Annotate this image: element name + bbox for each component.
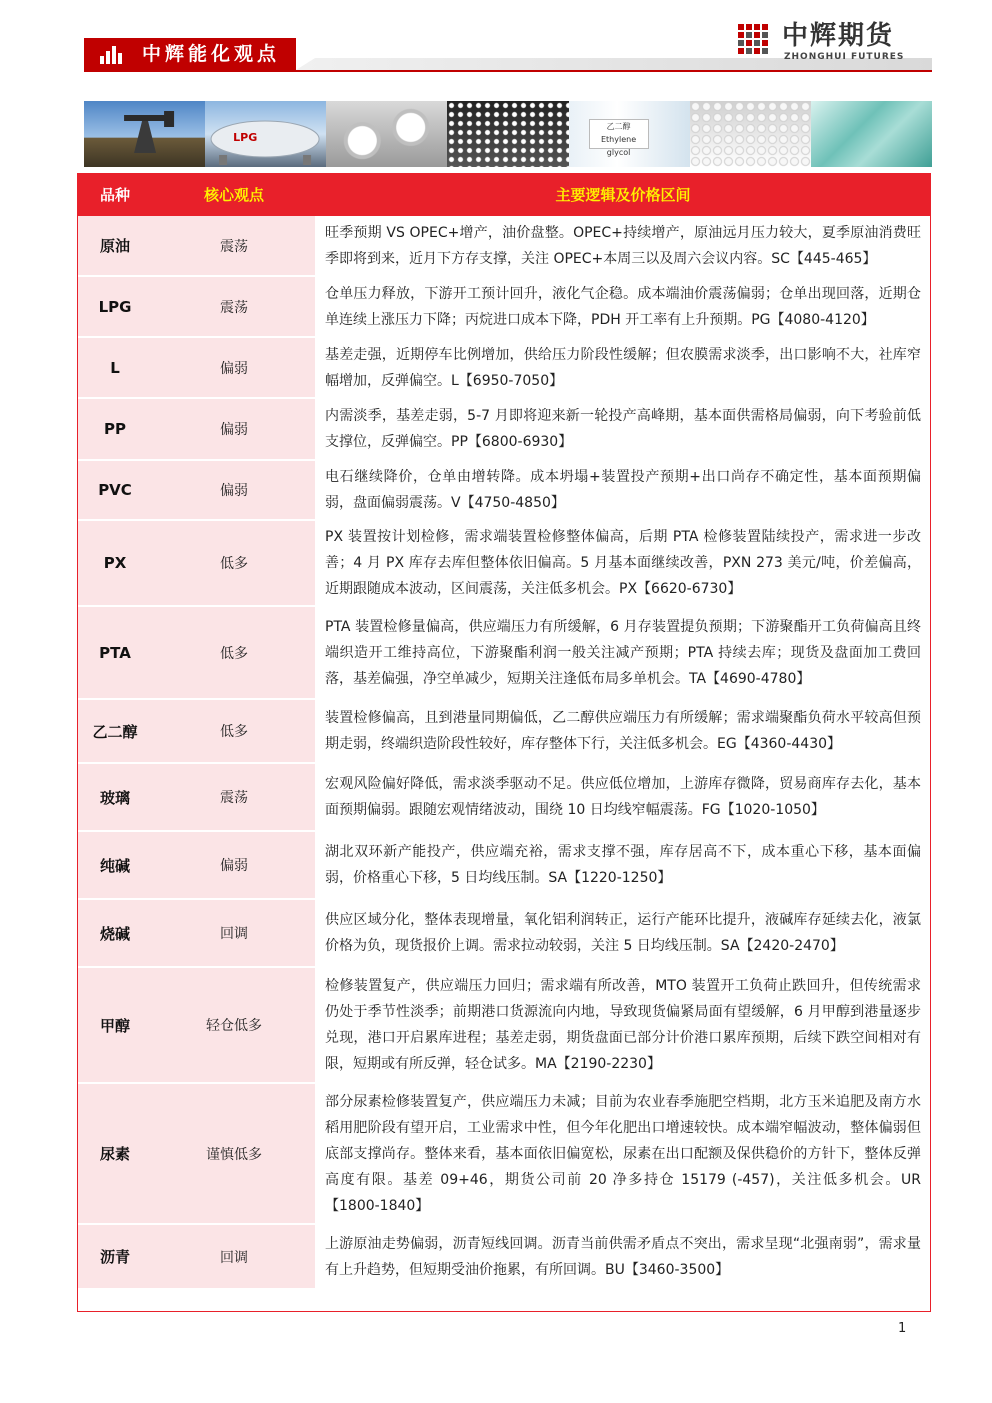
row-view: 谨慎低多 [153,1083,315,1224]
page-number: 1 [898,1321,907,1336]
row-view: 低多 [153,699,315,763]
table-row [77,699,931,763]
row-name: L [77,337,153,398]
row-name: 乙二醇 [77,699,153,763]
row-view: 回调 [153,1224,315,1288]
company-logo [738,20,938,64]
table-row [77,398,931,460]
row-view: 偏弱 [153,398,315,460]
logo-text-cn: 中辉期货 [782,21,895,51]
table-row [77,763,931,831]
product-photo-strip [84,101,932,167]
row-logic: 供应区域分化，整体表现增量，氧化铝利润转正，运行产能环比提升，液碱库存延续去化，液氯价格为负，现货报价上调。需求拉动较弱，关注 5 日均线压制。SA【2420-2470】 [315,899,931,967]
row-view: 偏弱 [153,831,315,899]
row-name: 原油 [77,216,153,276]
table-row [77,831,931,899]
row-view: 震荡 [153,216,315,276]
glycol-label: 乙二醇 Ethylene glycol [589,119,649,149]
urea-beads-image [690,101,811,167]
row-logic: 内需淡季，基差走弱，5-7 月即将迎来新一轮投产高峰期，基本面供需格局偏弱，向下考验前低支撑位，反弹偏空。PP【6800-6930】 [315,398,931,460]
row-view: 低多 [153,520,315,606]
market-view-table [77,173,931,1288]
header-logic: 主要逻辑及价格区间 [315,173,931,216]
table-row [77,460,931,520]
row-logic: 湖北双环新产能投产，供应端充裕，需求支撑不强，库存居高不下，成本重心下移，基本面偏弱，价格重心下移，5 日均线压制。SA【1220-1250】 [315,831,931,899]
lpg-tank-image [205,101,326,167]
row-logic: 检修装置复产，供应端压力回归；需求端有所改善，MTO 装置开工负荷止跌回升，但传统需求仍处于季节性淡季；前期港口货源流向内地，导致现货偏紧局面有望缓解，6 月甲醇到港量逐步兑现，港口开启累库进程；基差走弱，期货盘面已部分计价港口累库预期，后续下跌空间相对有限，短期或有所反弹，轻仓试多。MA【2190-2230】 [315,967,931,1083]
row-name: 烧碱 [77,899,153,967]
table-header-row [77,173,931,216]
oil-pump-image [84,101,205,167]
table-row [77,967,931,1083]
row-name: PVC [77,460,153,520]
row-logic: 上游原油走势偏弱，沥青短线回调。沥青当前供需矛盾点不突出，需求呈现“北强南弱”，需求量有上升趋势，但短期受油价拖累，有所回调。BU【3460-3500】 [315,1224,931,1288]
row-name: LPG [77,276,153,337]
table-row [77,520,931,606]
row-logic: 部分尿素检修装置复产，供应端压力未减；目前为农业春季施肥空档期，北方玉米追肥及南方水稻用肥阶段有望开启，工业需求中性，但今年化肥出口增速较快。成本端窄幅波动，整体偏弱但底部支撑尚存。整体来看，基本面依旧偏宽松，尿素在出口配额及保供稳价的方针下，整体反弹高度有限。基差 09+46，期货公司前 20 净多持仓 15179 (-457)，关注低多机会。UR【1800-1840】 [315,1083,931,1224]
header-rule [84,70,932,72]
table-row [77,216,931,276]
row-view: 低多 [153,606,315,699]
row-logic: 宏观风险偏好降低，需求淡季驱动不足。供应低位增加，上游库存微降，贸易商库存去化，基本面预期偏弱。跟随宏观情绪波动，围绕 10 日均线窄幅震荡。FG【1020-1050】 [315,763,931,831]
row-name: 玻璃 [77,763,153,831]
row-logic: 电石继续降价，仓单由增转降。成本坍塌+装置投产预期+出口尚存不确定性，基本面预期偏弱，盘面偏弱震荡。V【4750-4850】 [315,460,931,520]
row-logic: 旺季预期 VS OPEC+增产，油价盘整。OPEC+持续增产，原油远月压力较大，夏季原油消费旺季即将到来，近月下方存支撑，关注 OPEC+本周三以及周六会议内容。SC【445-465】 [315,216,931,276]
table-row [77,1083,931,1224]
row-name: 纯碱 [77,831,153,899]
glycol-bottle-image [569,101,690,167]
header-variety: 品种 [77,173,153,216]
table-row [77,276,931,337]
logo-mark-icon [738,24,776,54]
header-banner [84,38,296,70]
page-title: 中辉能化观点 [142,43,281,65]
row-name: 沥青 [77,1224,153,1288]
row-view: 回调 [153,899,315,967]
logo-text-en: ZHONGHUI FUTURES [784,52,905,62]
plastic-pellet-image [447,101,568,167]
row-name: 尿素 [77,1083,153,1224]
row-logic: PX 装置按计划检修，需求端装置检修整体偏高，后期 PTA 检修装置陆续投产，需求进一步改善；4 月 PX 库存去库但整体依旧偏高。5 月基本面继续改善，PXN 273 美元/吨，价差偏高，近期跟随成本波动，区间震荡，关注低多机会。PX【6620-6730】 [315,520,931,606]
glass-sheet-image [811,101,932,167]
row-view: 偏弱 [153,460,315,520]
row-logic: 基差走强，近期停车比例增加，供给压力阶段性缓解；但农膜需求淡季，出口影响不大，社库窄幅增加，反弹偏空。L【6950-7050】 [315,337,931,398]
row-view: 轻仓低多 [153,967,315,1083]
header-core-view: 核心观点 [153,173,315,216]
row-name: PP [77,398,153,460]
lpg-text: LPG [233,131,258,144]
row-logic: PTA 装置检修量偏高，供应端压力有所缓解，6 月存装置提负预期；下游聚酯开工负荷偏高且终端织造开工维持高位，下游聚酯利润一般关注减产预期；PTA 持续去库；现货及盘面加工费回落，基差偏强，净空单减少，短期关注逢低布局多单机会。TA【4690-4780】 [315,606,931,699]
table-row [77,337,931,398]
row-view: 震荡 [153,276,315,337]
table-row [77,1224,931,1288]
table-row [77,899,931,967]
row-view: 震荡 [153,763,315,831]
row-name: PTA [77,606,153,699]
row-view: 偏弱 [153,337,315,398]
bar-chart-icon [100,44,124,64]
row-logic: 仓单压力释放，下游开工预计回升，液化气企稳。成本端油价震荡偏弱；仓单出现回落，近期仓单连续上涨压力下降；丙烷进口成本下降，PDH 开工率有上升预期。PG【4080-4120】 [315,276,931,337]
row-name: 甲醇 [77,967,153,1083]
row-name: PX [77,520,153,606]
pvc-pipe-image [326,101,447,167]
row-logic: 装置检修偏高，且到港量同期偏低，乙二醇供应端压力有所缓解；需求端聚酯负荷水平较高但预期走弱，终端织造阶段性较好，库存整体下行，关注低多机会。EG【4360-4430】 [315,699,931,763]
table-row [77,606,931,699]
